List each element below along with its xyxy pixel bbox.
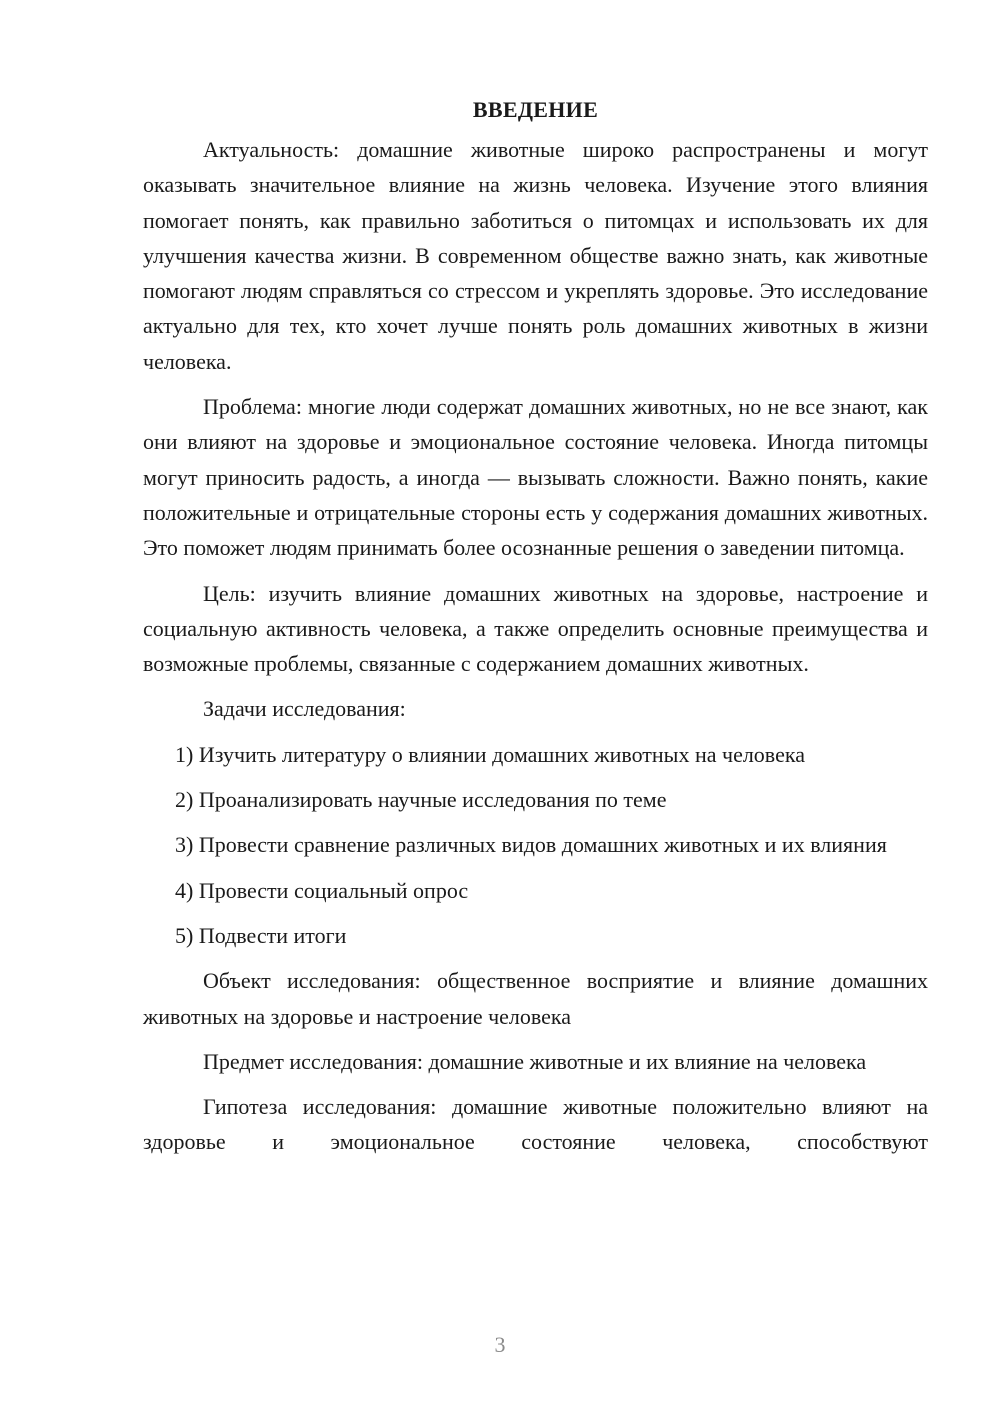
subject-paragraph: Предмет исследования: домашние животные и их влияние на человека	[203, 1048, 867, 1074]
document-page	[143, 88, 928, 1170]
task-item: 3) Провести сравнение различных видов домашних животных и их влияния	[175, 832, 887, 858]
relevance-paragraph: Актуальность: домашние животные широко распространены и могут оказывать значительное влияние на жизнь человека. Изучение этого влияния помогает понять, как правильно заботиться о питомцах и использовать их для улучшения качества жизни. В современном обществе важно знать, как животные помогают людям справляться со стрессом и укреплять здоровье. Это исследование актуально для тех, кто хочет лучше понять роль домашних животных в жизни человека.	[143, 137, 928, 374]
task-item: 4) Провести социальный опрос	[175, 877, 469, 903]
task-item: 2) Проанализировать научные исследования по теме	[175, 787, 667, 813]
task-item: 1) Изучить литературу о влиянии домашних животных на человека	[175, 741, 805, 767]
page-number: 3	[494, 1332, 506, 1357]
task-item: 5) Подвести итоги	[175, 922, 347, 948]
tasks-heading: Задачи исследования:	[203, 696, 406, 722]
goal-paragraph: Цель: изучить влияние домашних животных на здоровье, настроение и социальную активность человека, а также определить основные преимущества и возможные проблемы, связанные с содержанием домашних животных.	[143, 580, 928, 677]
section-title: ВВЕДЕНИЕ	[472, 97, 599, 122]
object-paragraph: Объект исследования: общественное восприятие и влияние домашних животных на здоровье и настроение человека	[143, 968, 928, 1029]
problem-paragraph: Проблема: многие люди содержат домашних животных, но не все знают, как они влияют на здоровье и эмоциональное состояние человека. Иногда питомцы могут приносить радость, а иногда — вызывать сложности. Важно понять, какие положительные и отрицательные стороны есть у содержания домашних животных. Это поможет людям принимать более осознанные решения о заведении питомца.	[143, 394, 928, 561]
hypothesis-paragraph: Гипотеза исследования: домашние животные положительно влияют на здоровье и эмоциональное состояние человека, способствуют	[143, 1094, 928, 1155]
